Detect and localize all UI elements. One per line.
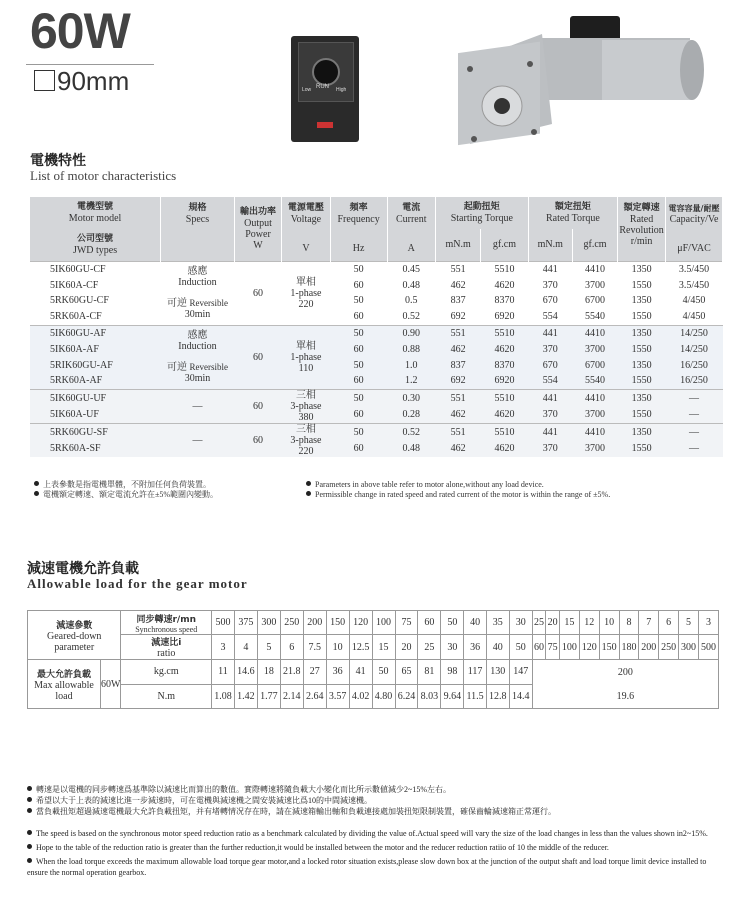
header-voltage: 電源電壓 Voltage V	[282, 197, 330, 261]
frame-size: 90mm	[34, 66, 129, 97]
load-kgcm-cell: 11	[212, 660, 235, 685]
load-kgcm-cell: 14.6	[234, 660, 257, 685]
sync-speed-cell: 100	[372, 611, 395, 635]
unit-nm: N.m	[121, 684, 212, 709]
sync-speed-label: 同步轉速r/mn Synchronous speed	[121, 611, 212, 635]
load-nm-cell: 3.57	[326, 684, 349, 709]
sync-speed-cell: 10	[599, 611, 619, 635]
sync-speed-cell: 500	[212, 611, 235, 635]
ratio-cell: 15	[372, 635, 395, 660]
table-row: 5IK60GU-CF 感應 Induction 60 單相 1-phase 220 50 0.45 551 5510 441 4410 1350 3.5/450	[30, 261, 723, 277]
header-rated-speed: 額定轉速 Rated Revolution r/min	[618, 197, 666, 261]
load-kgcm-cell: 130	[486, 660, 509, 685]
unit-gfcm: gf.cm	[481, 229, 528, 261]
ratio-cell: 20	[395, 635, 418, 660]
load-kgcm-cell: 36	[326, 660, 349, 685]
load-nm-cell: 9.64	[441, 684, 464, 709]
sync-speed-cell: 120	[349, 611, 372, 635]
header-specs: 規格 Specs	[161, 197, 235, 261]
load-kgcm-cell: 21.8	[280, 660, 303, 685]
ratio-cell: 4	[234, 635, 257, 660]
title-divider	[26, 64, 154, 65]
power-title: 60W	[30, 3, 130, 59]
sync-speed-cell: 3	[698, 611, 718, 635]
sync-speed-cell: 60	[418, 611, 441, 635]
sync-speed-cell: 8	[619, 611, 639, 635]
load-nm-cell: 1.42	[234, 684, 257, 709]
load-nm-cell: 11.5	[464, 684, 487, 709]
unit-mnm: mN.m	[528, 229, 572, 261]
table-row: 5IK60GU-AF 感應 Induction 60 單相 1-phase 110 50 0.90 551 5510 441 4410 1350 14/250	[30, 325, 723, 341]
unit-kgcm: kg.cm	[121, 660, 212, 685]
notes-en: Parameters in above table refer to motor alone,without any load device. Permissible change in rated speed and rated current of the motor is within the range of ±5%.	[306, 480, 726, 500]
ratio-label: 減速比i ratio	[121, 635, 212, 660]
ratio-cell: 100	[559, 635, 579, 660]
unit-gfcm: gf.cm	[572, 229, 617, 261]
square-icon	[34, 70, 55, 91]
table-row: 5RK60A-SF 60 0.48 462 4620 370 3700 1550 —	[30, 440, 723, 457]
load-nm-cell: 4.02	[349, 684, 372, 709]
sync-speed-cell: 35	[486, 611, 509, 635]
header-current: 電流 Current A	[387, 197, 435, 261]
sync-speed-cell: 150	[326, 611, 349, 635]
load-kgcm-cell: 117	[464, 660, 487, 685]
allowable-load-table	[27, 610, 719, 709]
sync-speed-cell: 30	[509, 611, 532, 635]
sync-speed-cell: 375	[234, 611, 257, 635]
ratio-cell: 75	[546, 635, 560, 660]
header-jwd-types: 公司型號 JWD types	[30, 229, 161, 261]
load-nm-cell: 1.08	[212, 684, 235, 709]
ratio-cell: 7.5	[303, 635, 326, 660]
load-nm-cell: 4.80	[372, 684, 395, 709]
ratio-cell: 6	[280, 635, 303, 660]
sync-speed-cell: 50	[441, 611, 464, 635]
ratio-cell: 120	[579, 635, 599, 660]
ratio-cell: 12.5	[349, 635, 372, 660]
sync-speed-cell: 75	[395, 611, 418, 635]
notes2-en: The speed is based on the synchronous motor speed reduction ratio as a benchmark calculated by dividing the value of.Actual speed will vary the size of the load changes in less than the values shown in2~15%. Hope to the table of the reduction ratio is greater than the further reduction,it would be installed between the motor and the reducer reduction ratiio of 10 the middle of the reducer. When the load torque exceeds the maximum allowable load torque gear motor,and a locked rotor situation exists,please slow down box at the junction of the output shaft and load torque limit device installed to ensure the normal operation gearbox.	[27, 829, 708, 877]
load-nm-cell: 12.8	[486, 684, 509, 709]
header-capacitor: 電容容量/耐壓 Capacity/Ve μF/VAC	[666, 197, 723, 261]
load-kgcm-cell: 98	[441, 660, 464, 685]
sync-speed-cell: 5	[679, 611, 699, 635]
ratio-cell: 36	[464, 635, 487, 660]
ratio-cell: 500	[698, 635, 718, 660]
geared-down-parameter: 減速參數 Geared-down parameter	[28, 611, 121, 660]
header-output: 輸出功率 Output Power W	[234, 197, 281, 261]
ratio-cell: 3	[212, 635, 235, 660]
section1-title-en: List of motor characteristics	[30, 168, 177, 183]
ratio-cell: 10	[326, 635, 349, 660]
table-row: 5RK60A-CF 60 0.52 692 6920 554 5540 1550 4/450	[30, 309, 723, 325]
sync-speed-cell: 250	[280, 611, 303, 635]
load-nm-cell: 6.24	[395, 684, 418, 709]
sync-speed-cell: 40	[464, 611, 487, 635]
header-frequency: 頻率 Frequency Hz	[330, 197, 387, 261]
load-kgcm-cell: 65	[395, 660, 418, 685]
sync-speed-cell: 7	[639, 611, 659, 635]
dial-knob-icon	[312, 58, 340, 86]
table-row: 5IK60A-CF 60 0.48 462 4620 370 3700 1550 3.5/450	[30, 277, 723, 293]
table-row: 5RK60GU-SF — 60 三相 3-phase 220 50 0.52 551 5510 441 4410 1350 —	[30, 423, 723, 440]
load-kgcm-cell: 27	[303, 660, 326, 685]
low-label: Low	[302, 87, 312, 93]
motor-characteristics-table	[30, 197, 723, 457]
ratio-cell: 25	[418, 635, 441, 660]
max-allowable-load: 最大允許負載 Max allowable load	[28, 660, 101, 709]
load-kgcm-cell: 147	[509, 660, 532, 685]
ratio-cell: 5	[257, 635, 280, 660]
sync-speed-cell: 25	[532, 611, 546, 635]
unit-mnm: mN.m	[435, 229, 480, 261]
ratio-cell: 180	[619, 635, 639, 660]
speed-controller-image	[291, 36, 359, 142]
controller-sticker	[317, 122, 333, 128]
load-nm-cell: 8.03	[418, 684, 441, 709]
load-nm-tail: 19.6	[532, 684, 718, 709]
ratio-cell: 30	[441, 635, 464, 660]
load-nm-cell: 2.14	[280, 684, 303, 709]
ratio-cell: 150	[599, 635, 619, 660]
load-kgcm-tail: 200	[532, 660, 718, 685]
sync-speed-cell: 6	[659, 611, 679, 635]
ratio-cell: 60	[532, 635, 546, 660]
table-row: 5IK60GU-UF — 60 三相 3-phase 380 50 0.30 551 5510 441 4410 1350 —	[30, 389, 723, 406]
ratio-cell: 40	[486, 635, 509, 660]
section2-title-en: Allowable load for the gear motor	[27, 576, 248, 591]
notes-cn: 上表參數是指電機單體，不附加任何負荷裝置。 電機額定轉速、額定電流允許在±5%範圍內變動。	[34, 480, 304, 500]
load-nm-cell: 1.77	[257, 684, 280, 709]
header-motor-model: 電機型號 Motor model	[30, 197, 161, 229]
table-row: 5IK60A-AF 60 0.88 462 4620 370 3700 1550 14/250	[30, 341, 723, 357]
section1-title-cn: 電機特性	[30, 153, 86, 169]
load-kgcm-cell: 18	[257, 660, 280, 685]
load-kgcm-cell: 81	[418, 660, 441, 685]
table-row: 5RIK60GU-AF 可逆 Reversible 30min 50 1.0 837 8370 670 6700 1350 16/250	[30, 357, 723, 373]
sync-speed-cell: 300	[257, 611, 280, 635]
load-nm-cell: 2.64	[303, 684, 326, 709]
table-row: 5IK60A-UF 60 0.28 462 4620 370 3700 1550 —	[30, 406, 723, 423]
table-row: 5RK60GU-CF 可逆 Reversible 30min 50 0.5 837 8370 670 6700 1350 4/450	[30, 293, 723, 309]
header-starting-torque: 起動扭矩 Starting Torque	[435, 197, 528, 229]
load-nm-cell: 14.4	[509, 684, 532, 709]
ratio-cell: 300	[679, 635, 699, 660]
load-kgcm-cell: 50	[372, 660, 395, 685]
sync-speed-cell: 20	[546, 611, 560, 635]
sync-speed-cell: 12	[579, 611, 599, 635]
power-60w: 60W	[101, 660, 121, 709]
ratio-cell: 200	[639, 635, 659, 660]
run-label: RUN	[316, 84, 329, 90]
ratio-cell: 250	[659, 635, 679, 660]
table-row: 5RK60A-AF 60 1.2 692 6920 554 5540 1550 16/250	[30, 373, 723, 389]
sync-speed-cell: 15	[559, 611, 579, 635]
sync-speed-cell: 200	[303, 611, 326, 635]
high-label: High	[336, 87, 347, 93]
load-kgcm-cell: 41	[349, 660, 372, 685]
header-rated-torque: 額定扭矩 Rated Torque	[528, 197, 618, 229]
notes2-cn: 轉速是以電機的同步轉速爲基準除以減速比而算出的數值。實際轉速將隨負載大小變化而比所示數値減少2~15%左右。 希望以大于上表的減速比進一步減速時，可在電機與減速機之間安裝減速比爲10的中間減速機。 當負載扭矩超過減速電機最大允許負載扭矩，并有堵轉情况存在時，請在減速箱輸出軸和負載連接處加裝扭矩限制裝置，確保齒輪減速箱正常運行。	[27, 784, 727, 817]
section2-title-cn: 減速電機允許負載	[27, 561, 139, 577]
gear-motor-image	[452, 14, 720, 154]
ratio-cell: 50	[509, 635, 532, 660]
